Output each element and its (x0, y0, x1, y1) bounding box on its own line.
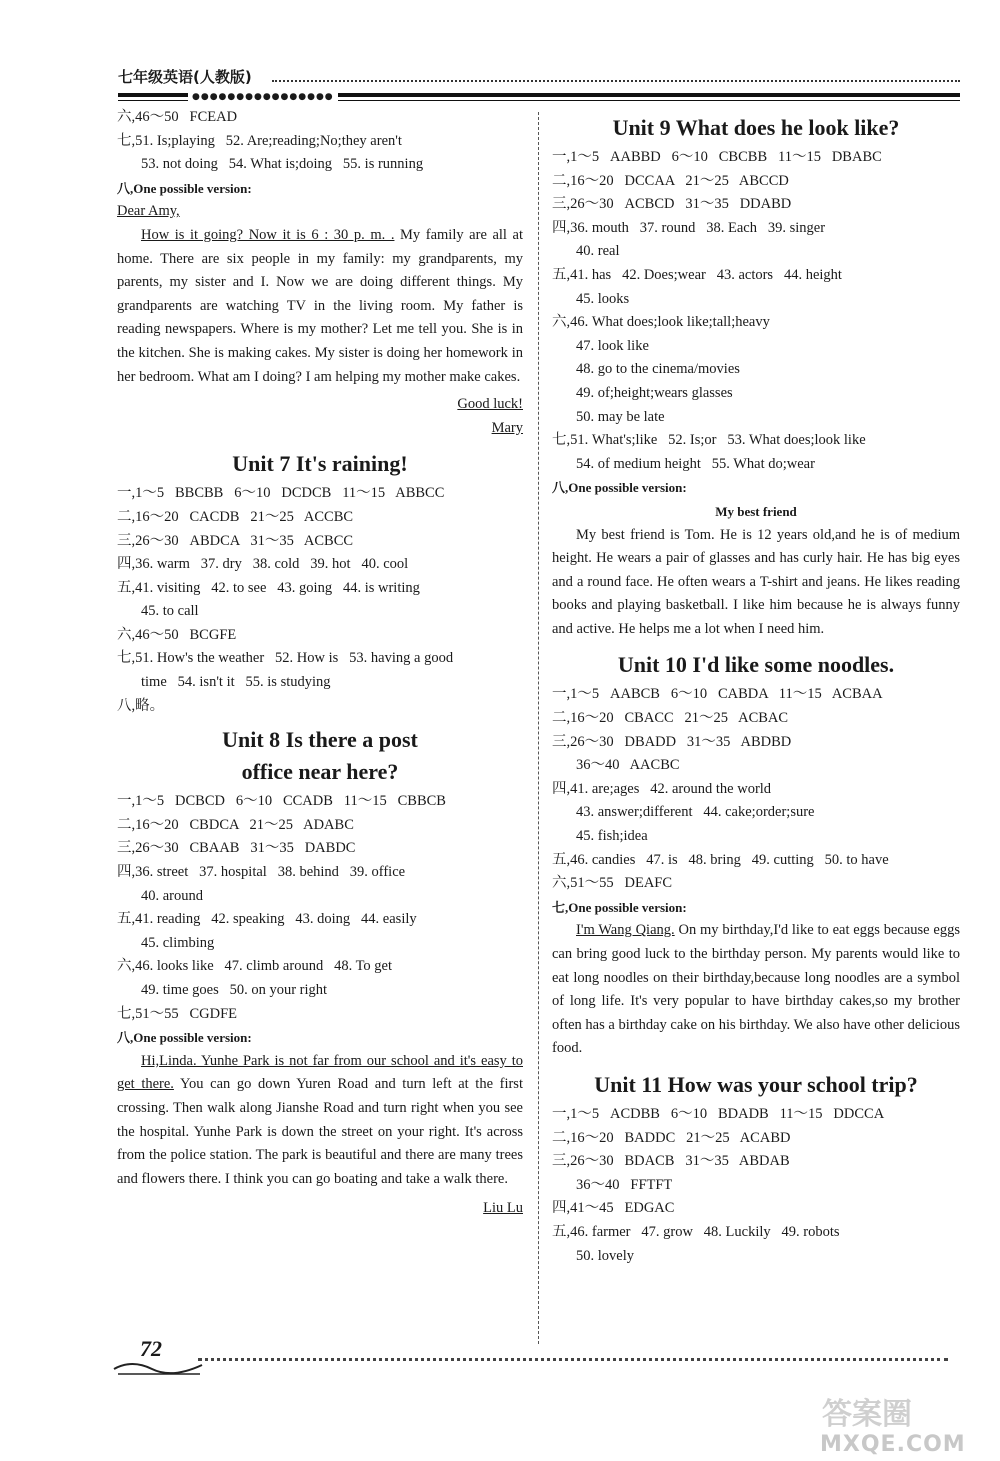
right-column (552, 106, 960, 1268)
unit10-answer-line: 四,41. are;ages 42. around the world (552, 780, 772, 797)
unit9-answers (552, 146, 960, 476)
unit6-answer-line: 六,46～50 FCEAD (117, 109, 238, 125)
unit8-signature (117, 1197, 523, 1221)
unit8-answers (117, 790, 523, 1026)
unit9-answer-line: 七,51. What's;like 52. Is;or 53. What does;look like (552, 432, 866, 449)
unit8-answer-line: 二,16～20 CBDCA 21～25 ADABC (117, 816, 354, 833)
unit7-answer-line: 八,略。 (117, 697, 165, 714)
unit8-answer-line: 一,1～5 DCBCD 6～10 CCADB 11～15 CBBCB (117, 793, 446, 810)
unit7-answer-line: 二,16～20 CACDB 21～25 ACCBC (117, 508, 354, 525)
unit9-answer-line: 47. look like (576, 337, 649, 354)
unit9-answer-line: 49. of;height;wears glasses (576, 384, 733, 401)
unit10-answer-line: 43. answer;different 44. cake;order;sure (576, 804, 815, 821)
unit8-heading-line2: office near here? (241, 759, 399, 785)
unit11-answer-line: 50. lovely (576, 1247, 634, 1264)
unit8-passage (117, 1050, 523, 1192)
header-bead-ornament: ●●●●●●●●●●●●●●●● (188, 92, 338, 102)
unit7-answer-line: 三,26～30 ABDCA 31～35 ACBCC (117, 532, 354, 549)
closing-text: Good luck! (457, 396, 523, 413)
unit10-answer-line: 六,51～55 DEAFC (552, 875, 673, 892)
unit6-letter-first-sentence: How is it going? Now it is 6 : 30 p. m. . (141, 226, 395, 243)
unit8-answer-line: 40. around (141, 887, 204, 904)
unit11-answer-line: 五,46. farmer 47. grow 48. Luckily 49. robots (552, 1223, 840, 1240)
unit6-answers-tail (117, 106, 523, 177)
left-column (117, 106, 523, 1221)
unit8-passage-first-sentence: Hi,Linda. Yunhe Park is not far from our school and it's easy to get there. (117, 1052, 523, 1093)
unit8-answer-line: 三,26～30 CBAAB 31～35 DABDC (117, 840, 356, 857)
unit9-answer-line: 54. of medium height 55. What do;wear (576, 455, 815, 472)
unit10-answer-line: 36～40 AACBC (576, 757, 680, 774)
unit11-answer-line: 二,16～20 BADDC 21～25 ACABD (552, 1129, 791, 1146)
unit11-answer-line: 一,1～5 ACDBB 6～10 BDADB 11～15 DDCCA (552, 1105, 885, 1122)
unit11-answer-line: 四,41～45 EDGAC (552, 1200, 675, 1217)
unit10-answer-line: 三,26～30 DBADD 31～35 ABDBD (552, 733, 792, 750)
unit11-heading: Unit 11 How was your school trip? (594, 1071, 918, 1097)
unit10-answer-line: 45. fish;idea (576, 828, 648, 845)
signature-name: Mary (491, 419, 523, 436)
watermark-glyphs: 答案圈 (822, 1397, 912, 1432)
unit10-essay (552, 919, 960, 1061)
unit10-essay-rest: On my birthday,I'd like to eat eggs because eggs can bring good luck to the birthday person. My parents would like to eat long noodles on their birthday,because long noodles are a symbol of long life. It's very popular to have birthday cakes,so my brother often has a birthday cake on his birthday. We also have other delicious food. (552, 922, 960, 1057)
unit8-answer-line: 六,46. looks like 47. climb around 48. To get (117, 958, 392, 975)
unit7-answer-line: 45. to call (141, 603, 199, 620)
unit6-answer-line: 七,51. Is;playing 52. Are;reading;No;they aren't (117, 132, 402, 149)
unit9-answer-line: 40. real (576, 243, 620, 260)
unit8-passage-rest: You can go down Yuren Road and turn left at the first crossing. Then walk along Jianshe Road and turn right when you see the hospital. Yunhe Park is down the street on your right. It's across from the police station. The park is beautiful and there are many trees and flowers there. I think you can go boating and take a walk there. (117, 1076, 523, 1187)
unit7-answers (117, 482, 523, 718)
unit9-answer-line: 48. go to the cinema/movies (576, 361, 740, 378)
unit8-heading-line1: Unit 8 Is there a post (222, 727, 418, 753)
unit11-answer-line: 36～40 FFTFT (576, 1176, 673, 1193)
unit8-answer-line: 49. time goes 50. on your right (141, 982, 328, 998)
unit10-answer-line: 一,1～5 AABCB 6～10 CABDA 11～15 ACBAA (552, 686, 883, 703)
unit9-answer-line: 一,1～5 AABBD 6～10 CBCBB 11～15 DBABC (552, 149, 882, 165)
unit11-answers (552, 1103, 960, 1268)
unit9-answer-line: 四,36. mouth 37. round 38. Each 39. singer (552, 219, 826, 236)
signature-name: Liu Lu (483, 1200, 523, 1217)
unit9-answer-line: 50. may be late (576, 408, 665, 425)
unit9-heading: Unit 9 What does he look like? (612, 115, 900, 140)
unit9-answer-line: 五,41. has 42. Does;wear 43. actors 44. height (552, 266, 842, 283)
footer-swoosh-ornament (112, 1355, 212, 1377)
unit9-answer-line: 二,16～20 DCCAA 21～25 ABCCD (552, 172, 789, 189)
watermark-domain-text: MXQE.COM (820, 1432, 966, 1457)
unit6-letter-body (117, 224, 523, 389)
footer-dotted-rule (198, 1358, 948, 1361)
unit6-letter-greeting: Dear Amy, (117, 203, 180, 220)
unit6-letter-closing (117, 393, 523, 417)
unit8-answer-line: 45. climbing (141, 934, 215, 951)
unit7-answer-line: 四,36. warm 37. dry 38. cold 39. hot 40. cool (117, 556, 409, 573)
unit8-version-label: 八,One possible version: (117, 1030, 252, 1046)
unit8-answer-line: 四,36. street 37. hospital 38. behind 39. office (117, 864, 406, 881)
unit10-answer-line: 二,16～20 CBACC 21～25 ACBAC (552, 710, 789, 727)
unit8-answer-line: 七,51～55 CGDFE (117, 1005, 238, 1022)
unit10-heading: Unit 10 I'd like some noodles. (617, 652, 895, 678)
unit7-answer-line: 一,1～5 BBCBB 6～10 DCDCB 11～15 ABBCC (117, 485, 445, 502)
column-divider (538, 112, 539, 1344)
unit7-heading: Unit 7 It's raining! (232, 451, 408, 477)
unit6-letter-signature (117, 417, 523, 441)
unit7-answer-line: time 54. isn't it 55. is studying (141, 674, 331, 691)
unit6-answer-line: 53. not doing 54. What is;doing 55. is running (141, 156, 424, 173)
unit7-answer-line: 七,51. How's the weather 52. How is 53. having a good (117, 650, 454, 667)
unit9-answer-line: 六,46. What does;look like;tall;heavy (552, 314, 770, 331)
unit9-answer-line: 45. looks (576, 290, 630, 307)
unit6-letter-rest: My family are all at home. There are six people in my family: my grandparents, my parents, my sister and I. Now we are doing different things. My grandparents are watching TV in the living room. My father is reading newspapers. Where is my mother? Let me tell you. She is in the kitchen. She is making cakes. My sister is doing her homework in her bedroom. What am I doing? I am helping my mother make cakes. (117, 226, 523, 385)
unit10-answer-line: 五,46. candies 47. is 48. bring 49. cutting 50. to have (552, 851, 889, 868)
running-header-title: 七年级英语(人教版) (118, 68, 252, 86)
unit9-answer-line: 三,26～30 ACBCD 31～35 DDABD (552, 196, 792, 213)
page-number: 72 (140, 1336, 162, 1361)
unit9-essay-body: My best friend is Tom. He is 12 years old,and he is of medium height. He wears a pair of glasses and has curly hair. He has big eyes and a round face. He often wears a T-shirt and jeans. He likes reading books and playing basketball. I like him because he is always funny and active. He helps me a lot when I need him. (552, 526, 960, 637)
unit10-version-label: 七,One possible version: (552, 899, 687, 915)
unit8-answer-line: 五,41. reading 42. speaking 43. doing 44. easily (117, 911, 417, 928)
unit6-version-label: 八,One possible version: (117, 180, 252, 196)
header-dotted-rule (272, 80, 960, 82)
unit7-answer-line: 五,41. visiting 42. to see 43. going 44. is writing (117, 579, 420, 596)
unit11-answer-line: 三,26～30 BDACB 31～35 ABDAB (552, 1153, 790, 1170)
unit7-answer-line: 六,46～50 BCGFE (117, 626, 237, 643)
unit10-answers (552, 683, 960, 895)
unit10-essay-first-sentence: I'm Wang Qiang. (576, 922, 675, 939)
unit9-essay-title: My best friend (715, 503, 797, 519)
unit9-version-label: 八,One possible version: (552, 480, 687, 496)
